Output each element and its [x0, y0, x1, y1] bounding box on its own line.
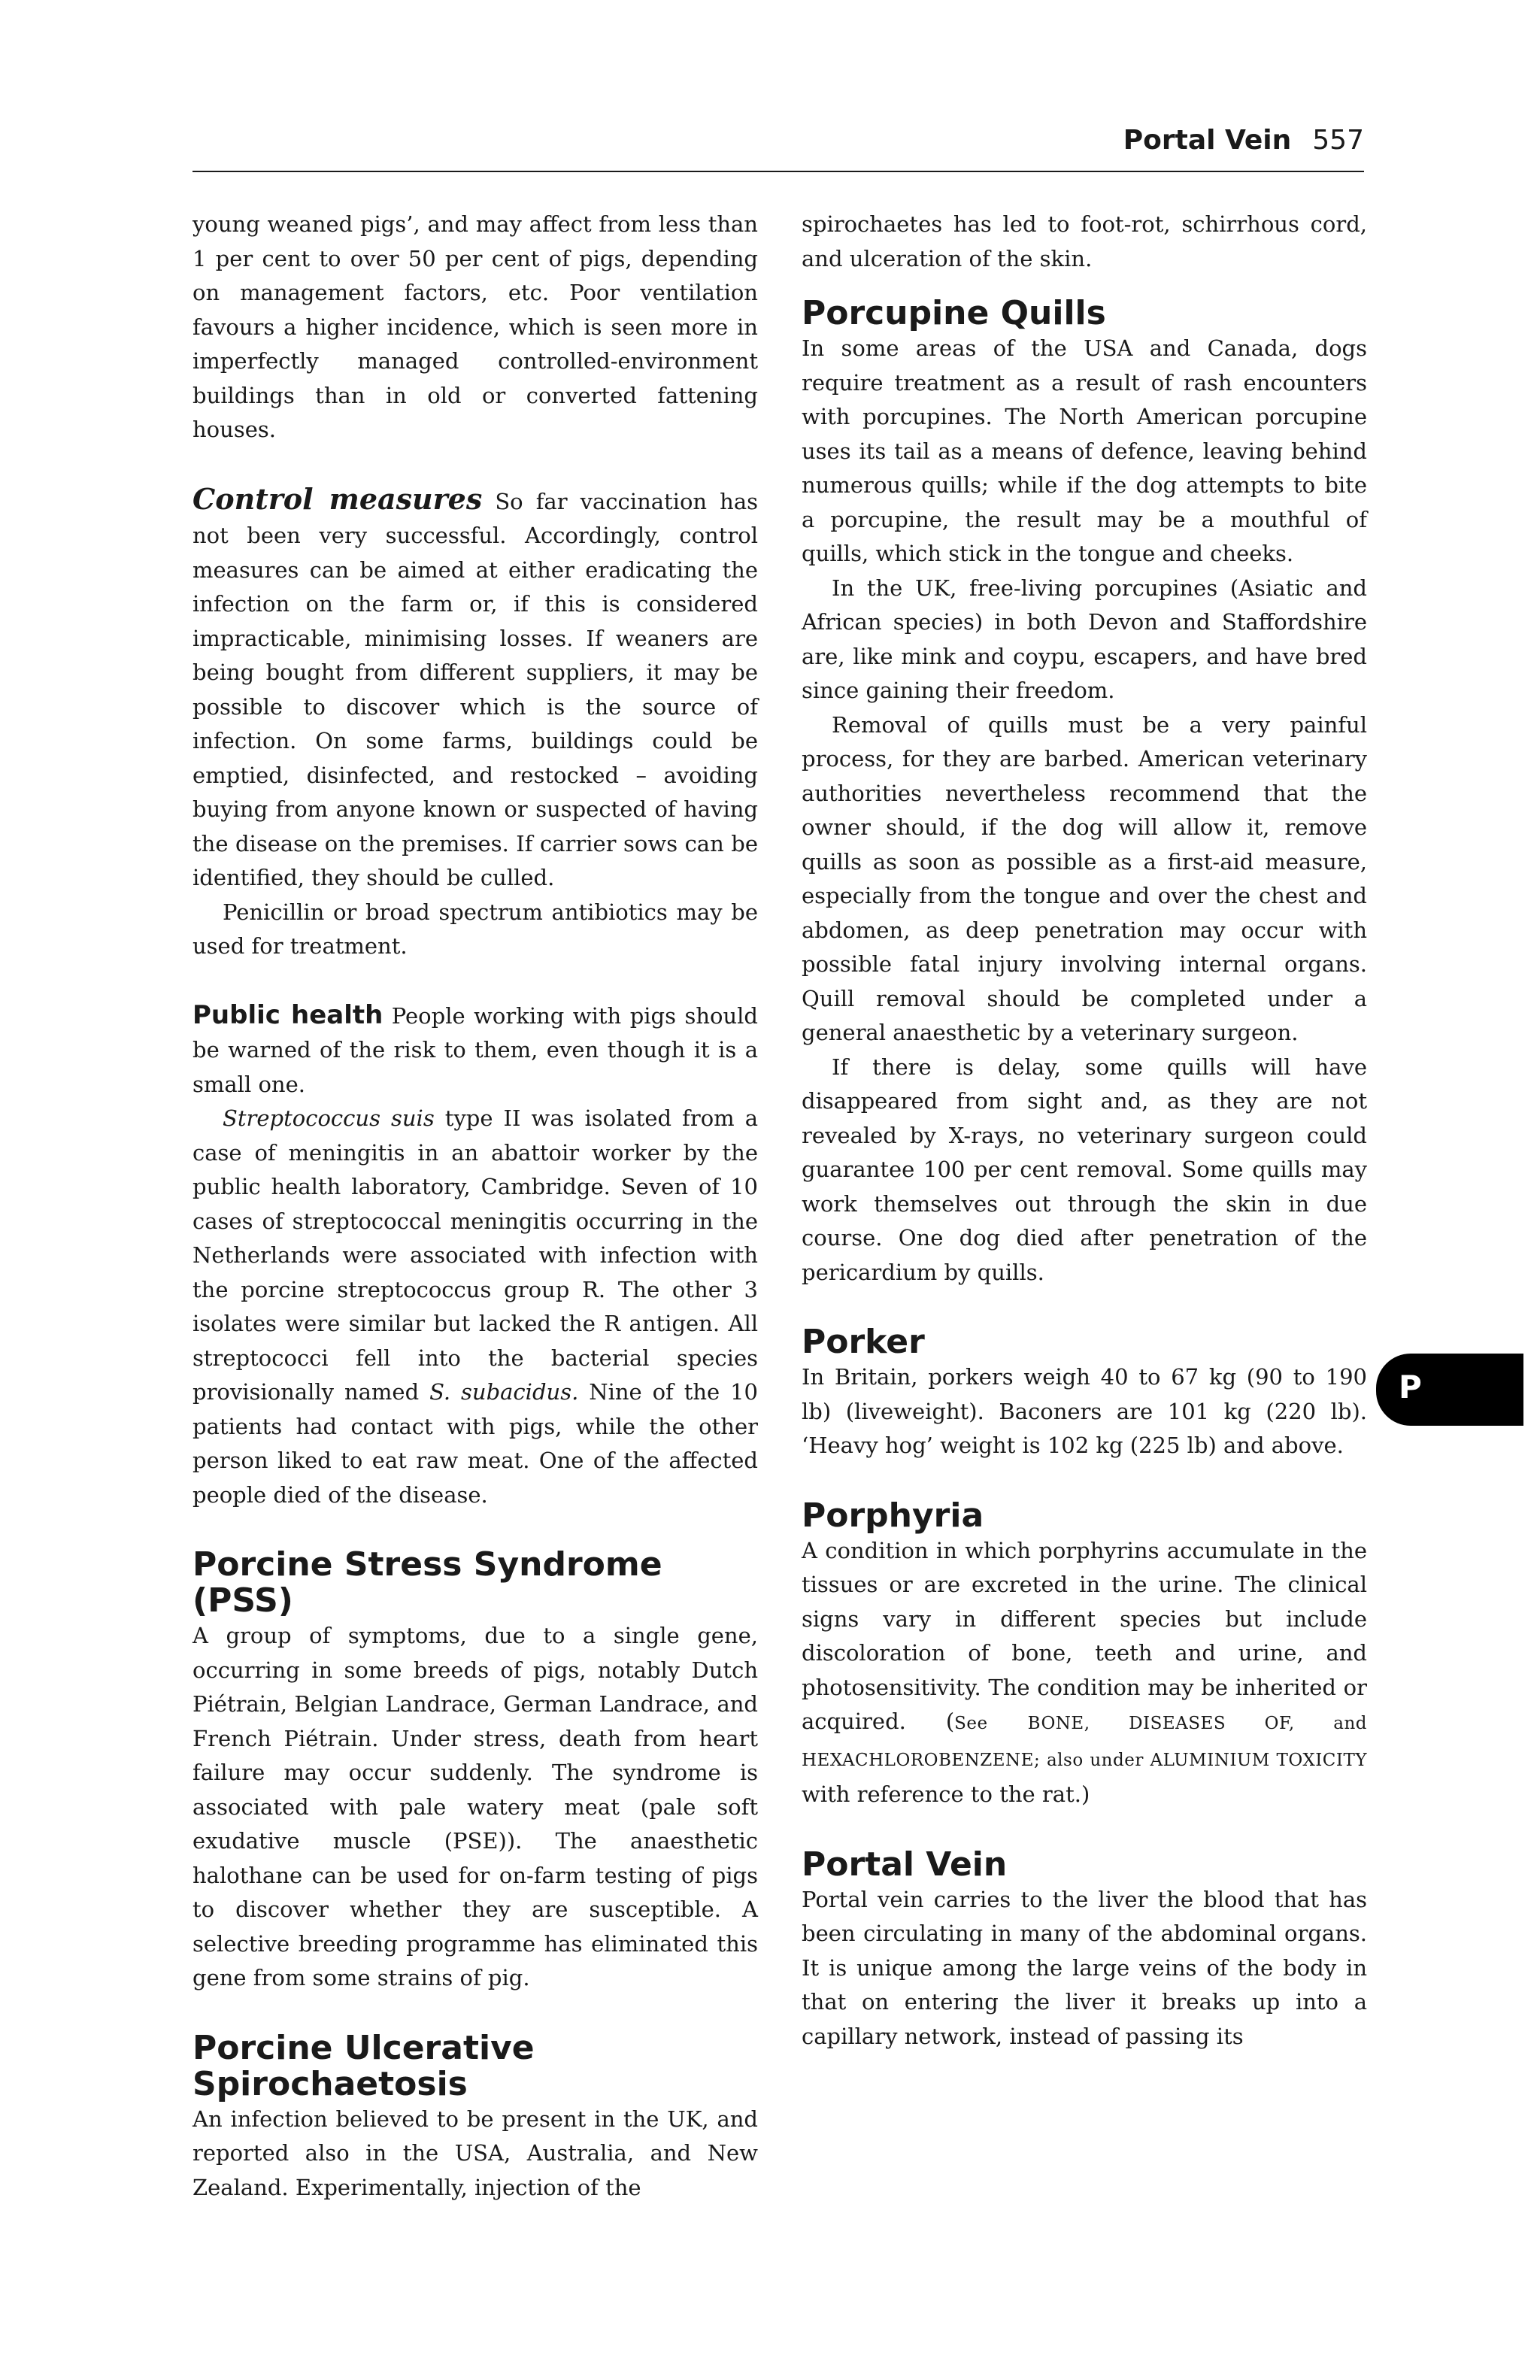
quills-paragraph-2: In the UK, free-living porcupines (Asiatic and African species) in both Devon and Staffordshire are, like mink and coypu, escapers, and have bred since gaining their freedom.: [802, 575, 1367, 703]
spacer: [802, 1463, 1367, 1498]
heading-line-2: Spirochaetosis: [192, 2064, 468, 2103]
streptococcus-text-2: Nine of the 10 patients had contact with pigs, while the other person liked to eat raw meat. One of the affected people died of the disease.: [192, 1379, 758, 1508]
header-rule: [192, 171, 1364, 172]
control-measures-text: So far vaccination has not been very successful. Accordingly, control measures can be aimed at either eradicating the infection on the farm or, if this is considered impracticable, minimising losses. If weaners are being bought from different suppliers, it may be possible to discover which is the source of infection. On some farms, buildings could be emptied, disinfected, and restocked – avoiding buying from anyone known or suspected of having the disease on the premises. If carrier sows can be identified, they should be culled.: [192, 488, 759, 890]
porphyria-paragraph: [802, 1534, 1367, 1812]
porcupine-quills-heading: Porcupine Quills: [802, 294, 1106, 332]
thumb-index-tab: [1376, 1354, 1523, 1426]
public-health-paragraph: [192, 999, 758, 1102]
hexachlorobenzene-xref: HEXACHLOROBENZENE: [802, 1750, 1034, 1770]
quills-paragraph-4: If there is delay, some quills will have disappeared from sight and, as they are not revealed by X-rays, no veterinary surgeon could guarantee 100 per cent removal. Some quills may work themselves out through the skin in due course. One dog died after penetration of the pericardium by quills.: [802, 1054, 1367, 1285]
pigs-continued-paragraph: young weaned pigs’, and may affect from less than 1 per cent to over 50 per cent of pigs, depending on management factors, etc. Poor ventilation favours a higher incidence, which is seen more in imperfectly managed controlled-environment buildings than in old or converted fattening houses.: [192, 211, 758, 442]
tab-letter: P: [1399, 1369, 1422, 1405]
porphyria-text: A condition in which porphyrins accumulate in the tissues or are excreted in the urine. The clinical signs vary in different species but include discoloration of bone, teeth and urine, and photosensitivity. The condition may be inherited or acquired. (: [802, 1537, 1367, 1734]
porker-heading: Porker: [802, 1323, 925, 1361]
public-health-text: People working with pigs should be warned of the risk to them, even though it is a small one.: [192, 1002, 758, 1097]
spacer: [802, 276, 1367, 296]
porphyria-text-end: with reference to the rat.): [802, 1781, 1090, 1807]
spacer: [802, 1290, 1367, 1324]
see-ref: See: [954, 1714, 988, 1733]
left-column: [192, 208, 758, 2205]
ulcerative-spirochaetosis-paragraph: An infection believed to be present in the UK, and reported also in the USA, Australia, and New Zealand. Experimentally, injection of the: [192, 2106, 758, 2200]
streptococcus-suis-name: Streptococcus suis: [223, 1105, 435, 1131]
penicillin-paragraph: Penicillin or broad spectrum antibiotics may be used for treatment.: [192, 899, 758, 959]
pss-paragraph: A group of symptoms, due to a single gene, occurring in some breeds of pigs, notably Dutch Piétrain, Belgian Landrace, German Landrace, and French Piétrain. Under stress, death from heart failure may occur suddenly. The syndrome is associated with pale watery meat (pale soft exudative muscle (PSE)). The anaesthetic halothane can be used for on-farm testing of pigs to discover whether they are susceptible. A selective breeding programme has eliminated this gene from some strains of pig.: [192, 1623, 758, 1990]
spacer: [192, 1996, 758, 2030]
ulcerative-spirochaetosis-heading: [192, 2030, 758, 2103]
streptococcus-text-1: type II was isolated from a case of meningitis in an abattoir worker by the public health laboratory, Cambridge. Seven of 10 cases of streptococcal meningitis occurring in the Netherlands were associated with infection with the porcine streptococcus group R. The other 3 isolates were similar but lacked the R antigen. All streptococci fell into the bacterial species provisionally named: [192, 1105, 758, 1405]
public-health-heading: Public health: [192, 999, 383, 1030]
quills-paragraph-1: In some areas of the USA and Canada, dogs require treatment as a result of rash encounters with porcupines. The North American porcupine uses its tail as a means of defence, leaving behind numerous quills; while if the dog attempts to bite a porcupine, the result may be a mouthful of quills, which stick in the tongue and cheeks.: [802, 335, 1367, 566]
spacer: [192, 964, 758, 999]
spacer: [802, 1812, 1367, 1847]
page-number: 557: [1312, 125, 1364, 156]
spacer: [192, 447, 758, 482]
bone-diseases-xref: BONE, DISEASES OF: [1027, 1714, 1289, 1733]
header-title-and-page: [1123, 125, 1364, 156]
porphyria-heading: Porphyria: [802, 1496, 984, 1535]
species-name: S. subacidus.: [429, 1379, 579, 1405]
porker-paragraph: In Britain, porkers weigh 40 to 67 kg (90 to 190 lb) (liveweight). Baconers are 101 kg (220 lb). ‘Heavy hog’ weight is 102 kg (225 lb) and above.: [802, 1364, 1367, 1458]
aluminium-toxicity-xref: ALUMINIUM TOXICITY: [1150, 1750, 1368, 1770]
heading-line-1: Porcine Ulcerative: [192, 2028, 535, 2067]
pss-heading: Porcine Stress Syndrome (PSS): [192, 1545, 662, 1620]
portal-vein-heading: Portal Vein: [802, 1845, 1008, 1884]
quills-paragraph-3: Removal of quills must be a very painful process, for they are barbed. American veterinary authorities nevertheless recommend that the owner should, if the dog will allow it, remove quills as soon as possible as a first-aid measure, especially from the tongue and over the chest and abdomen, as deep penetration may occur with possible fatal injury involving internal organs. Quill removal should be completed under a general anaesthetic by a veterinary surgeon.: [802, 711, 1367, 1045]
control-measures-heading: Control measures: [192, 481, 483, 516]
right-column: [802, 208, 1367, 2054]
header-title: Portal Vein: [1123, 125, 1292, 156]
running-header: [192, 125, 1364, 173]
also-under-ref: ; also under: [1033, 1750, 1150, 1770]
streptococcus-paragraph: [192, 1102, 758, 1512]
control-measures-paragraph: [192, 482, 758, 896]
spirochaetes-continued-paragraph: spirochaetes has led to foot-rot, schirrhous cord, and ulceration of the skin.: [802, 211, 1367, 271]
and-ref: , and: [1288, 1714, 1368, 1733]
portal-vein-paragraph: Portal vein carries to the liver the blood that has been circulating in many of the abdominal organs. It is unique among the large veins of the body in that on entering the liver it breaks up into a capillary network, instead of passing its: [802, 1886, 1367, 2049]
spacer: [192, 1512, 758, 1547]
